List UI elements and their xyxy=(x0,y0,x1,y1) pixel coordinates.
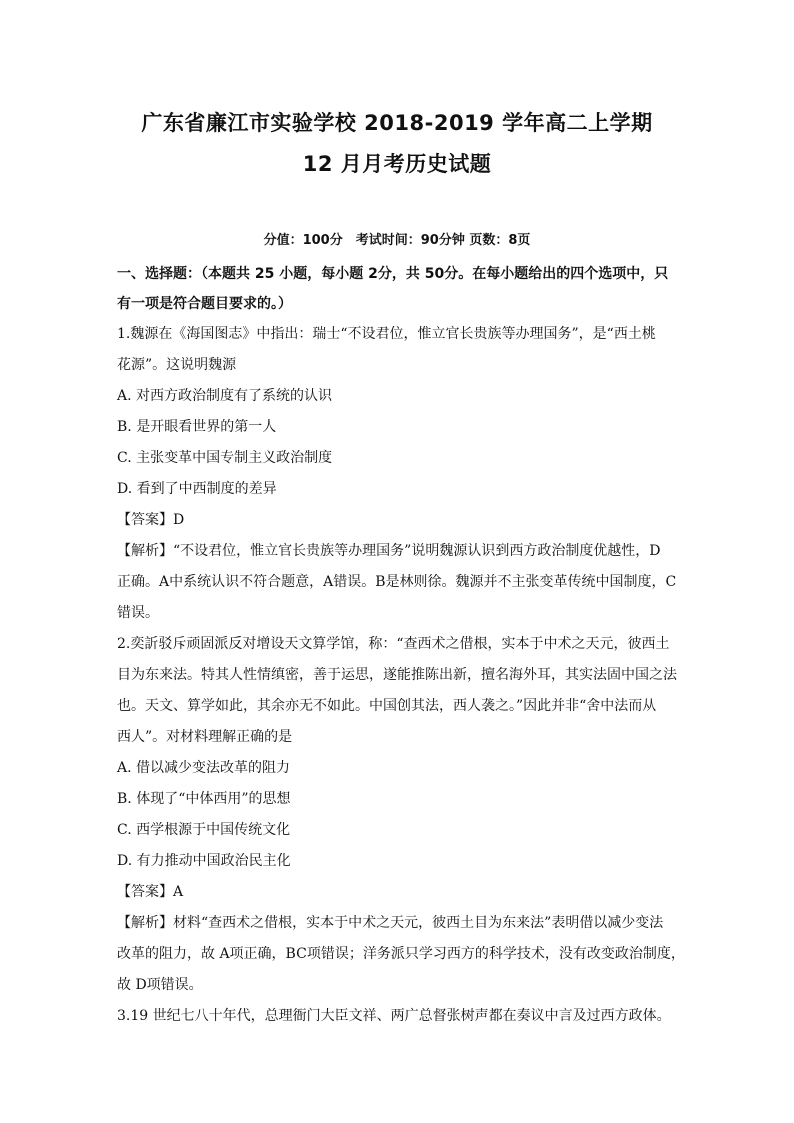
q1-option-a: A. 对西方政治制度有了系统的认识 xyxy=(117,388,333,404)
q2-stem-line4: 西人”。对材料理解正确的是 xyxy=(117,729,293,745)
q1-option-c: C. 主张变革中国专制主义政治制度 xyxy=(117,450,333,466)
q2-explanation-line3: 故 D项错误。 xyxy=(117,977,203,993)
q1-answer: 【答案】D xyxy=(117,512,185,528)
q2-stem-line2: 目为东来法。特其人性情缜密，善于运思，遂能推陈出新，擅名海外耳，其实法固中国之法 xyxy=(117,667,677,683)
q1-option-b: B. 是开眼看世界的第一人 xyxy=(117,419,277,435)
section-heading-line2: 有一项是符合题目要求的。） xyxy=(117,296,292,312)
q2-stem-line3: 也。天文、算学如此，其余亦无不如此。中国创其法，西人袭之。”因此并非“舍中法而从 xyxy=(117,698,657,714)
q1-stem-line2: 花源”。这说明魏源 xyxy=(117,357,237,373)
q2-option-c: C. 西学根源于中国传统文化 xyxy=(117,822,291,838)
q1-explanation-line1: 【解析】“不设君位，惟立官长贵族等办理国务”说明魏源认识到西方政治制度优越性，D xyxy=(117,543,661,559)
exam-meta: 分值：100分 考试时间：90分钟 页数：8页 xyxy=(263,233,531,248)
page-title-line1: 广东省廉江市实验学校 2018-2019 学年高二上学期 xyxy=(141,111,653,135)
section-heading-line1: 一、选择题：（本题共 25 小题，每小题 2分，共 50分。在每小题给出的四个选项中，只 xyxy=(117,266,669,282)
q2-explanation-line2: 改革的阻力，故 A项正确，BC项错误；洋务派只学习西方的科学技术，没有改变政治制度， xyxy=(117,946,685,962)
page-title-line2: 12 月月考历史试题 xyxy=(302,152,492,176)
q1-explanation-line2: 正确。A中系统认识不符合题意，A错误。B是林则徐。魏源并不主张变革传统中国制度，C xyxy=(117,574,677,590)
q2-option-a: A. 借以减少变法改革的阻力 xyxy=(117,760,291,776)
q3-stem-line1: 3.19 世纪七八十年代，总理衙门大臣文祥、两广总督张树声都在奏议中言及过西方政体。 xyxy=(117,1008,671,1024)
q1-stem-line1: 1.魏源在《海国图志》中指出：瑞士“不设君位，惟立官长贵族等办理国务”，是“西土桃 xyxy=(117,326,656,342)
q2-stem-line1: 2.奕訢驳斥顽固派反对增设天文算学馆，称：“查西术之借根，实本于中术之天元，彼西土 xyxy=(117,636,670,652)
q2-explanation-line1: 【解析】材料“查西术之借根，实本于中术之天元，彼西土目为东来法”表明借以减少变法 xyxy=(117,915,664,931)
q2-answer: 【答案】A xyxy=(117,884,184,900)
q2-option-d: D. 有力推动中国政治民主化 xyxy=(117,853,291,869)
q1-option-d: D. 看到了中西制度的差异 xyxy=(117,481,277,497)
q2-option-b: B. 体现了“中体西用”的思想 xyxy=(117,791,291,807)
q1-explanation-line3: 错误。 xyxy=(117,605,159,621)
